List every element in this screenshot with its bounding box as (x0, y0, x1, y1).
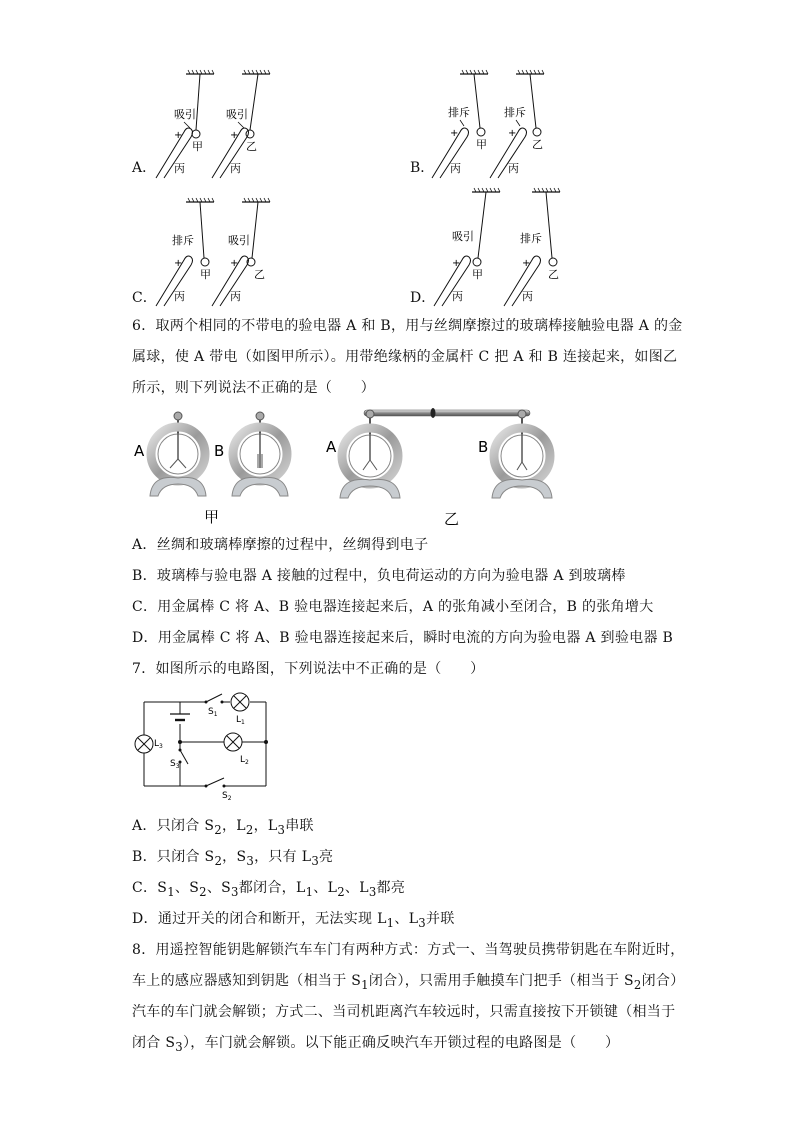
ball-yi-label: 乙 (532, 138, 543, 151)
ball-jia-label: 甲 (476, 138, 487, 151)
ceiling-hatch-right (242, 70, 270, 74)
q6-option-a[interactable]: A．丝绸和玻璃棒摩擦的过程中，丝绸得到电子 (132, 537, 429, 553)
rod-bing-label: 丙 (230, 162, 241, 175)
charge-plus: + (450, 128, 459, 139)
q5-option-c-figure (150, 196, 290, 308)
svg-text:S2: $S_2$ (222, 791, 232, 802)
ball-jia-label: 甲 (472, 268, 483, 281)
q6-option-d[interactable]: D．用金属棒 C 将 A、B 验电器连接起来后，瞬时电流的方向为验电器 A 到验电器 B (132, 630, 674, 646)
caption-yi: 乙 (444, 510, 460, 528)
charge-plus: + (174, 130, 183, 141)
q6-option-c[interactable]: C．用金属棒 C 将 A、B 验电器连接起来后，A 的张角减小至闭合，B 的张角增大 (132, 599, 654, 615)
switch-s2 (205, 778, 226, 788)
label-b: B (478, 438, 489, 456)
label-a: A (326, 438, 337, 456)
q6-stem-line-1: 6．取两个相同的不带电的验电器 A 和 B，用与丝绸摩擦过的玻璃棒接触验电器 A 的金 (132, 318, 683, 334)
rod-bing-label: 丙 (522, 290, 533, 303)
q5-option-c-letter[interactable]: C． (132, 290, 157, 306)
rod-bing-label: 丙 (508, 162, 519, 175)
switch-s3 (179, 749, 189, 765)
charge-plus: + (174, 258, 183, 269)
q6-stem-line-3: 所示，则下列说法不正确的是（ ） (132, 380, 376, 396)
ball-yi-label: 乙 (548, 268, 559, 281)
svg-text:L2: $L_2$ (240, 755, 249, 766)
q7-option-c[interactable]: C．$S_1$、$S_2$、$S_3$都闭合，$L_1$、$L_2$、$L_3$都亮 (132, 880, 406, 899)
lamp-l1 (231, 693, 249, 711)
q5-option-b-figure (428, 68, 568, 180)
q6-electroscope-figure (128, 404, 568, 530)
q7-circuit-diagram (132, 688, 278, 806)
q5b-label-left: 排斥 (448, 106, 470, 119)
ceiling-hatch-left (186, 70, 214, 74)
q5a-label-left: 吸引 (174, 108, 196, 121)
rod-bing-label: 丙 (450, 162, 461, 175)
electroscope-a-jia (150, 412, 206, 496)
q5b-label-right: 排斥 (504, 106, 526, 119)
ball-yi-label: 乙 (246, 140, 257, 153)
electroscope-b-yi (492, 410, 552, 498)
label-b: B (214, 442, 225, 460)
rod-bing-label: 丙 (230, 290, 241, 303)
charge-plus: + (452, 258, 461, 269)
q5d-label-right: 排斥 (520, 232, 542, 245)
ball-yi-label: 乙 (254, 268, 265, 281)
q6-stem-line-2: 属球，使 A 带电（如图甲所示）。用带绝缘柄的金属杆 C 把 A 和 B 连接起来，如图乙 (132, 349, 678, 365)
caption-jia: 甲 (204, 508, 220, 526)
q5-option-d-figure (428, 186, 588, 308)
q5-option-a-letter[interactable]: A． (132, 160, 157, 176)
q5-option-d-letter[interactable]: D． (410, 290, 436, 306)
electroscope-a-yi (340, 410, 400, 498)
q6-option-b[interactable]: B．玻璃棒与验电器 A 接触的过程中，负电荷运动的方向为验电器 A 到玻璃棒 (132, 568, 626, 584)
q5a-label-right: 吸引 (226, 108, 248, 121)
svg-text:S1: $S_1$ (208, 707, 218, 718)
ball-jia-label: 甲 (192, 140, 203, 153)
svg-text:L1: $L_1$ (236, 715, 245, 726)
q8-stem-line-1: 8．用遥控智能钥匙解锁汽车车门有两种方式：方式一、当驾驶员携带钥匙在车附近时， (132, 942, 685, 958)
q7-option-b[interactable]: B．只闭合 $S_2$，$S_3$，只有 $L_3$亮 (132, 849, 334, 868)
metal-rod-c (364, 410, 530, 416)
q5c-label-left: 排斥 (172, 234, 194, 247)
svg-text:S3: $S_3$ (170, 759, 180, 770)
label-a: A (134, 442, 145, 460)
svg-text:L3: $L_3$ (154, 739, 163, 750)
rod-bing-label: 丙 (452, 290, 463, 303)
q7-option-a[interactable]: A．只闭合 $S_2$，$L_2$，$L_3$串联 (132, 818, 314, 837)
q5-option-a-figure (150, 68, 290, 180)
q7-option-d[interactable]: D．通过开关的闭合和断开，无法实现 $L_1$、$L_3$并联 (132, 911, 455, 930)
rod-bing-label: 丙 (174, 290, 185, 303)
lamp-l2 (224, 733, 242, 751)
charge-plus: + (522, 258, 531, 269)
electroscope-b-jia (232, 412, 288, 496)
q8-stem-line-4: 闭合 $S_3$），车门就会解锁。以下能正确反映汽车开锁过程的电路图是（ ） (132, 1035, 620, 1054)
q5-option-b-letter[interactable]: B． (410, 160, 435, 176)
q8-stem-line-3: 汽车的车门就会解锁；方式二、当司机距离汽车较远时，只需直接按下开锁键（相当于 (132, 1004, 676, 1020)
charge-plus: + (508, 128, 517, 139)
charge-plus: + (230, 258, 239, 269)
q5c-label-right: 吸引 (228, 234, 250, 247)
q7-stem: 7．如图所示的电路图，下列说法中不正确的是（ ） (132, 661, 485, 677)
charge-plus: + (230, 130, 239, 141)
q8-stem-line-2: 车上的感应器感知到钥匙（相当于 $S_1$闭合），只需用手触摸车门把手（相当于 $S_2$闭合） (132, 973, 685, 992)
switch-s1 (205, 694, 224, 704)
rod-bing-label: 丙 (174, 162, 185, 175)
ball-jia-label: 甲 (200, 268, 211, 281)
lamp-l3 (135, 735, 153, 753)
insulated-handle (431, 408, 436, 418)
q5d-label-left: 吸引 (452, 230, 474, 243)
